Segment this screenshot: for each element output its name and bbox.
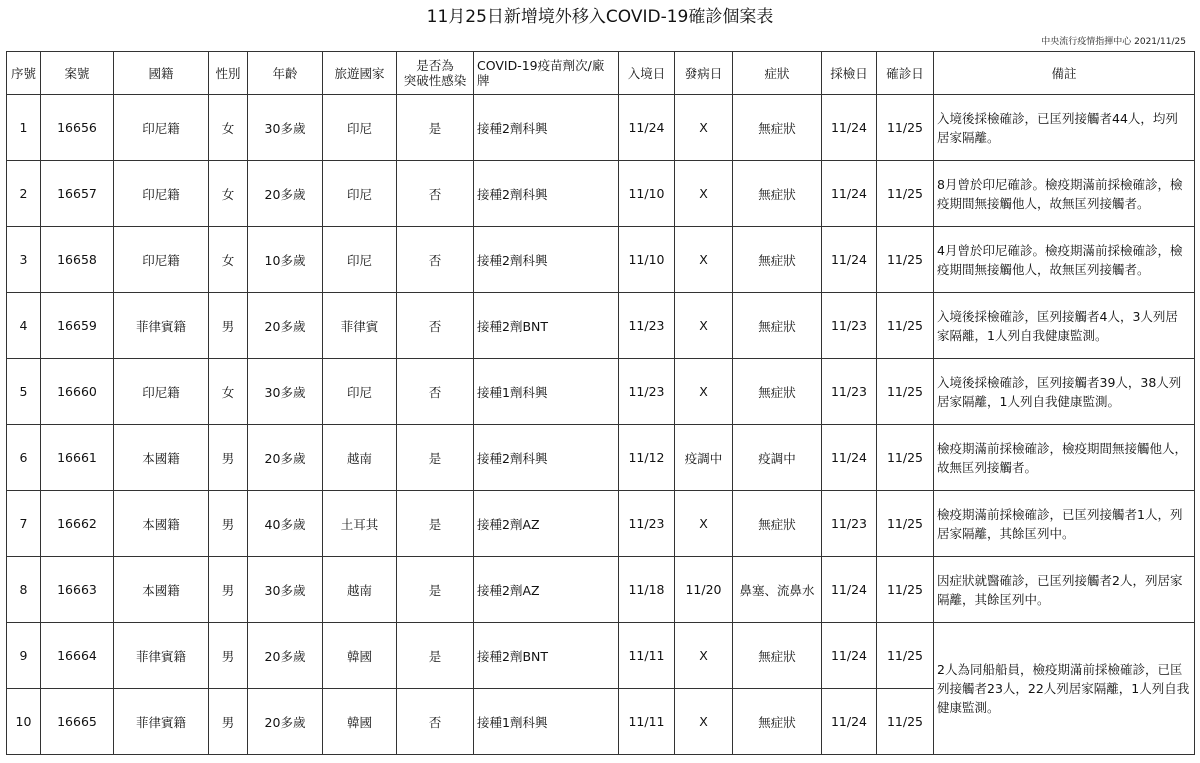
case-table (6, 51, 1195, 755)
cell-symptom: 無症狀 (733, 491, 822, 557)
cell-nationality: 印尼籍 (114, 161, 209, 227)
cell-confirm: 11/25 (877, 293, 934, 359)
table-row (7, 161, 1195, 227)
cell-entry: 11/10 (619, 227, 675, 293)
cell-symptom: 鼻塞、流鼻水 (733, 557, 822, 623)
cell-case: 16658 (41, 227, 114, 293)
cell-nationality: 菲律賓籍 (114, 293, 209, 359)
cell-seq: 2 (7, 161, 41, 227)
cell-age: 20多歲 (248, 689, 323, 755)
cell-breakthrough: 是 (397, 425, 474, 491)
cell-entry: 11/12 (619, 425, 675, 491)
cell-travel: 印尼 (323, 95, 397, 161)
cell-onset: X (675, 161, 733, 227)
cell-entry: 11/10 (619, 161, 675, 227)
cell-confirm: 11/25 (877, 689, 934, 755)
cell-onset: X (675, 359, 733, 425)
cell-travel: 土耳其 (323, 491, 397, 557)
cell-entry: 11/24 (619, 95, 675, 161)
header-breakthrough (397, 52, 474, 95)
cell-sex: 女 (209, 161, 248, 227)
cell-sex: 女 (209, 95, 248, 161)
cell-confirm: 11/25 (877, 227, 934, 293)
cell-age: 30多歲 (248, 95, 323, 161)
cell-symptom: 疫調中 (733, 425, 822, 491)
cell-entry: 11/23 (619, 491, 675, 557)
cell-age: 40多歲 (248, 491, 323, 557)
cell-vaccine: 接種2劑BNT (474, 293, 619, 359)
cell-seq: 9 (7, 623, 41, 689)
cell-travel: 菲律賓 (323, 293, 397, 359)
cell-onset: X (675, 689, 733, 755)
cell-note: 8月曾於印尼確診。檢疫期滿前採檢確診，檢疫期間無接觸他人，故無匡列接觸者。 (934, 161, 1195, 227)
cell-note: 檢疫期滿前採檢確診，已匡列接觸者1人，列居家隔離，其餘匡列中。 (934, 491, 1195, 557)
cell-age: 10多歲 (248, 227, 323, 293)
cell-vaccine: 接種2劑科興 (474, 161, 619, 227)
cell-seq: 5 (7, 359, 41, 425)
cell-onset: 11/20 (675, 557, 733, 623)
cell-case: 16660 (41, 359, 114, 425)
cell-nationality: 印尼籍 (114, 95, 209, 161)
source-label: 中央流行疫情指揮中心 2021/11/25 (1041, 37, 1186, 47)
cell-breakthrough: 是 (397, 623, 474, 689)
cell-entry: 11/23 (619, 293, 675, 359)
cell-onset: X (675, 227, 733, 293)
table-row (7, 491, 1195, 557)
cell-note-merged: 2人為同船船員，檢疫期滿前採檢確診，已匡列接觸者23人，22人列居家隔離，1人列自我健康監測。 (934, 623, 1195, 755)
table-row (7, 293, 1195, 359)
table-row (7, 227, 1195, 293)
cell-vaccine: 接種2劑AZ (474, 557, 619, 623)
cell-seq: 4 (7, 293, 41, 359)
cell-travel: 印尼 (323, 359, 397, 425)
header-symptom: 症狀 (733, 52, 822, 95)
header-travel: 旅遊國家 (323, 52, 397, 95)
page-title: 11月25日新增境外移入COVID-19確診個案表 (426, 7, 774, 27)
cell-case: 16659 (41, 293, 114, 359)
cell-confirm: 11/25 (877, 623, 934, 689)
header-test: 採檢日 (822, 52, 877, 95)
cell-onset: X (675, 623, 733, 689)
cell-seq: 10 (7, 689, 41, 755)
cell-seq: 1 (7, 95, 41, 161)
cell-note: 檢疫期滿前採檢確診，檢疫期間無接觸他人，故無匡列接觸者。 (934, 425, 1195, 491)
table-row (7, 95, 1195, 161)
header-onset: 發病日 (675, 52, 733, 95)
cell-symptom: 無症狀 (733, 227, 822, 293)
cell-test: 11/24 (822, 227, 877, 293)
cell-vaccine: 接種2劑科興 (474, 95, 619, 161)
cell-nationality: 本國籍 (114, 425, 209, 491)
cell-vaccine: 接種2劑AZ (474, 491, 619, 557)
cell-vaccine: 接種1劑科興 (474, 689, 619, 755)
cell-test: 11/23 (822, 491, 877, 557)
cell-symptom: 無症狀 (733, 161, 822, 227)
header-sex: 性別 (209, 52, 248, 95)
cell-onset: X (675, 491, 733, 557)
table-row (7, 623, 1195, 689)
cell-test: 11/24 (822, 689, 877, 755)
cell-onset: 疫調中 (675, 425, 733, 491)
cell-test: 11/24 (822, 425, 877, 491)
cell-travel: 韓國 (323, 689, 397, 755)
cell-breakthrough: 否 (397, 161, 474, 227)
cell-age: 20多歲 (248, 293, 323, 359)
cell-sex: 男 (209, 689, 248, 755)
cell-breakthrough: 否 (397, 359, 474, 425)
cell-sex: 男 (209, 557, 248, 623)
cell-case: 16662 (41, 491, 114, 557)
cell-entry: 11/18 (619, 557, 675, 623)
cell-sex: 男 (209, 293, 248, 359)
cell-symptom: 無症狀 (733, 95, 822, 161)
cell-confirm: 11/25 (877, 359, 934, 425)
cell-travel: 印尼 (323, 161, 397, 227)
cell-travel: 越南 (323, 557, 397, 623)
cell-case: 16656 (41, 95, 114, 161)
cell-confirm: 11/25 (877, 557, 934, 623)
cell-test: 11/24 (822, 95, 877, 161)
cell-confirm: 11/25 (877, 161, 934, 227)
cell-symptom: 無症狀 (733, 623, 822, 689)
cell-travel: 韓國 (323, 623, 397, 689)
table-row (7, 557, 1195, 623)
cell-breakthrough: 否 (397, 689, 474, 755)
cell-note: 入境後採檢確診，匡列接觸者4人，3人列居家隔離，1人列自我健康監測。 (934, 293, 1195, 359)
cell-nationality: 菲律賓籍 (114, 689, 209, 755)
header-vaccine: COVID-19疫苗劑次/廠牌 (474, 52, 619, 95)
cell-sex: 男 (209, 425, 248, 491)
table-row (7, 359, 1195, 425)
cell-vaccine: 接種2劑科興 (474, 227, 619, 293)
cell-breakthrough: 是 (397, 557, 474, 623)
cell-vaccine: 接種2劑科興 (474, 425, 619, 491)
cell-age: 30多歲 (248, 557, 323, 623)
cell-breakthrough: 是 (397, 95, 474, 161)
cell-seq: 3 (7, 227, 41, 293)
cell-age: 20多歲 (248, 161, 323, 227)
header-note: 備註 (934, 52, 1195, 95)
cell-sex: 女 (209, 359, 248, 425)
cell-vaccine: 接種1劑科興 (474, 359, 619, 425)
cell-case: 16665 (41, 689, 114, 755)
header-case: 案號 (41, 52, 114, 95)
cell-age: 20多歲 (248, 623, 323, 689)
cell-breakthrough: 是 (397, 491, 474, 557)
cell-travel: 印尼 (323, 227, 397, 293)
cell-note: 入境後採檢確診，已匡列接觸者44人，均列居家隔離。 (934, 95, 1195, 161)
cell-case: 16661 (41, 425, 114, 491)
cell-case: 16663 (41, 557, 114, 623)
header-entry: 入境日 (619, 52, 675, 95)
cell-breakthrough: 否 (397, 293, 474, 359)
cell-test: 11/24 (822, 161, 877, 227)
header-seq: 序號 (7, 52, 41, 95)
cell-travel: 越南 (323, 425, 397, 491)
cell-confirm: 11/25 (877, 491, 934, 557)
header-confirm: 確診日 (877, 52, 934, 95)
cell-sex: 男 (209, 623, 248, 689)
cell-breakthrough: 否 (397, 227, 474, 293)
cell-entry: 11/11 (619, 689, 675, 755)
table-row (7, 425, 1195, 491)
cell-onset: X (675, 293, 733, 359)
cell-note: 因症狀就醫確診，已匡列接觸者2人，列居家隔離，其餘匡列中。 (934, 557, 1195, 623)
cell-seq: 8 (7, 557, 41, 623)
cell-symptom: 無症狀 (733, 293, 822, 359)
cell-confirm: 11/25 (877, 425, 934, 491)
cell-nationality: 菲律賓籍 (114, 623, 209, 689)
header-breakthrough-line1: 是否為 (416, 58, 454, 73)
cell-nationality: 印尼籍 (114, 359, 209, 425)
cell-sex: 女 (209, 227, 248, 293)
cell-seq: 7 (7, 491, 41, 557)
cell-note: 4月曾於印尼確診。檢疫期滿前採檢確診，檢疫期間無接觸他人，故無匡列接觸者。 (934, 227, 1195, 293)
cell-test: 11/24 (822, 557, 877, 623)
cell-vaccine: 接種2劑BNT (474, 623, 619, 689)
cell-age: 30多歲 (248, 359, 323, 425)
cell-case: 16664 (41, 623, 114, 689)
cell-seq: 6 (7, 425, 41, 491)
header-breakthrough-line2: 突破性感染 (403, 73, 467, 88)
cell-case: 16657 (41, 161, 114, 227)
cell-confirm: 11/25 (877, 95, 934, 161)
cell-test: 11/23 (822, 293, 877, 359)
cell-symptom: 無症狀 (733, 359, 822, 425)
cell-age: 20多歲 (248, 425, 323, 491)
cell-symptom: 無症狀 (733, 689, 822, 755)
cell-nationality: 印尼籍 (114, 227, 209, 293)
cell-nationality: 本國籍 (114, 491, 209, 557)
cell-test: 11/24 (822, 623, 877, 689)
cell-sex: 男 (209, 491, 248, 557)
header-age: 年齡 (248, 52, 323, 95)
header-nationality: 國籍 (114, 52, 209, 95)
table-header-row (7, 52, 1195, 95)
cell-test: 11/23 (822, 359, 877, 425)
cell-nationality: 本國籍 (114, 557, 209, 623)
cell-note: 入境後採檢確診，匡列接觸者39人，38人列居家隔離，1人列自我健康監測。 (934, 359, 1195, 425)
cell-entry: 11/11 (619, 623, 675, 689)
cell-onset: X (675, 95, 733, 161)
cell-entry: 11/23 (619, 359, 675, 425)
